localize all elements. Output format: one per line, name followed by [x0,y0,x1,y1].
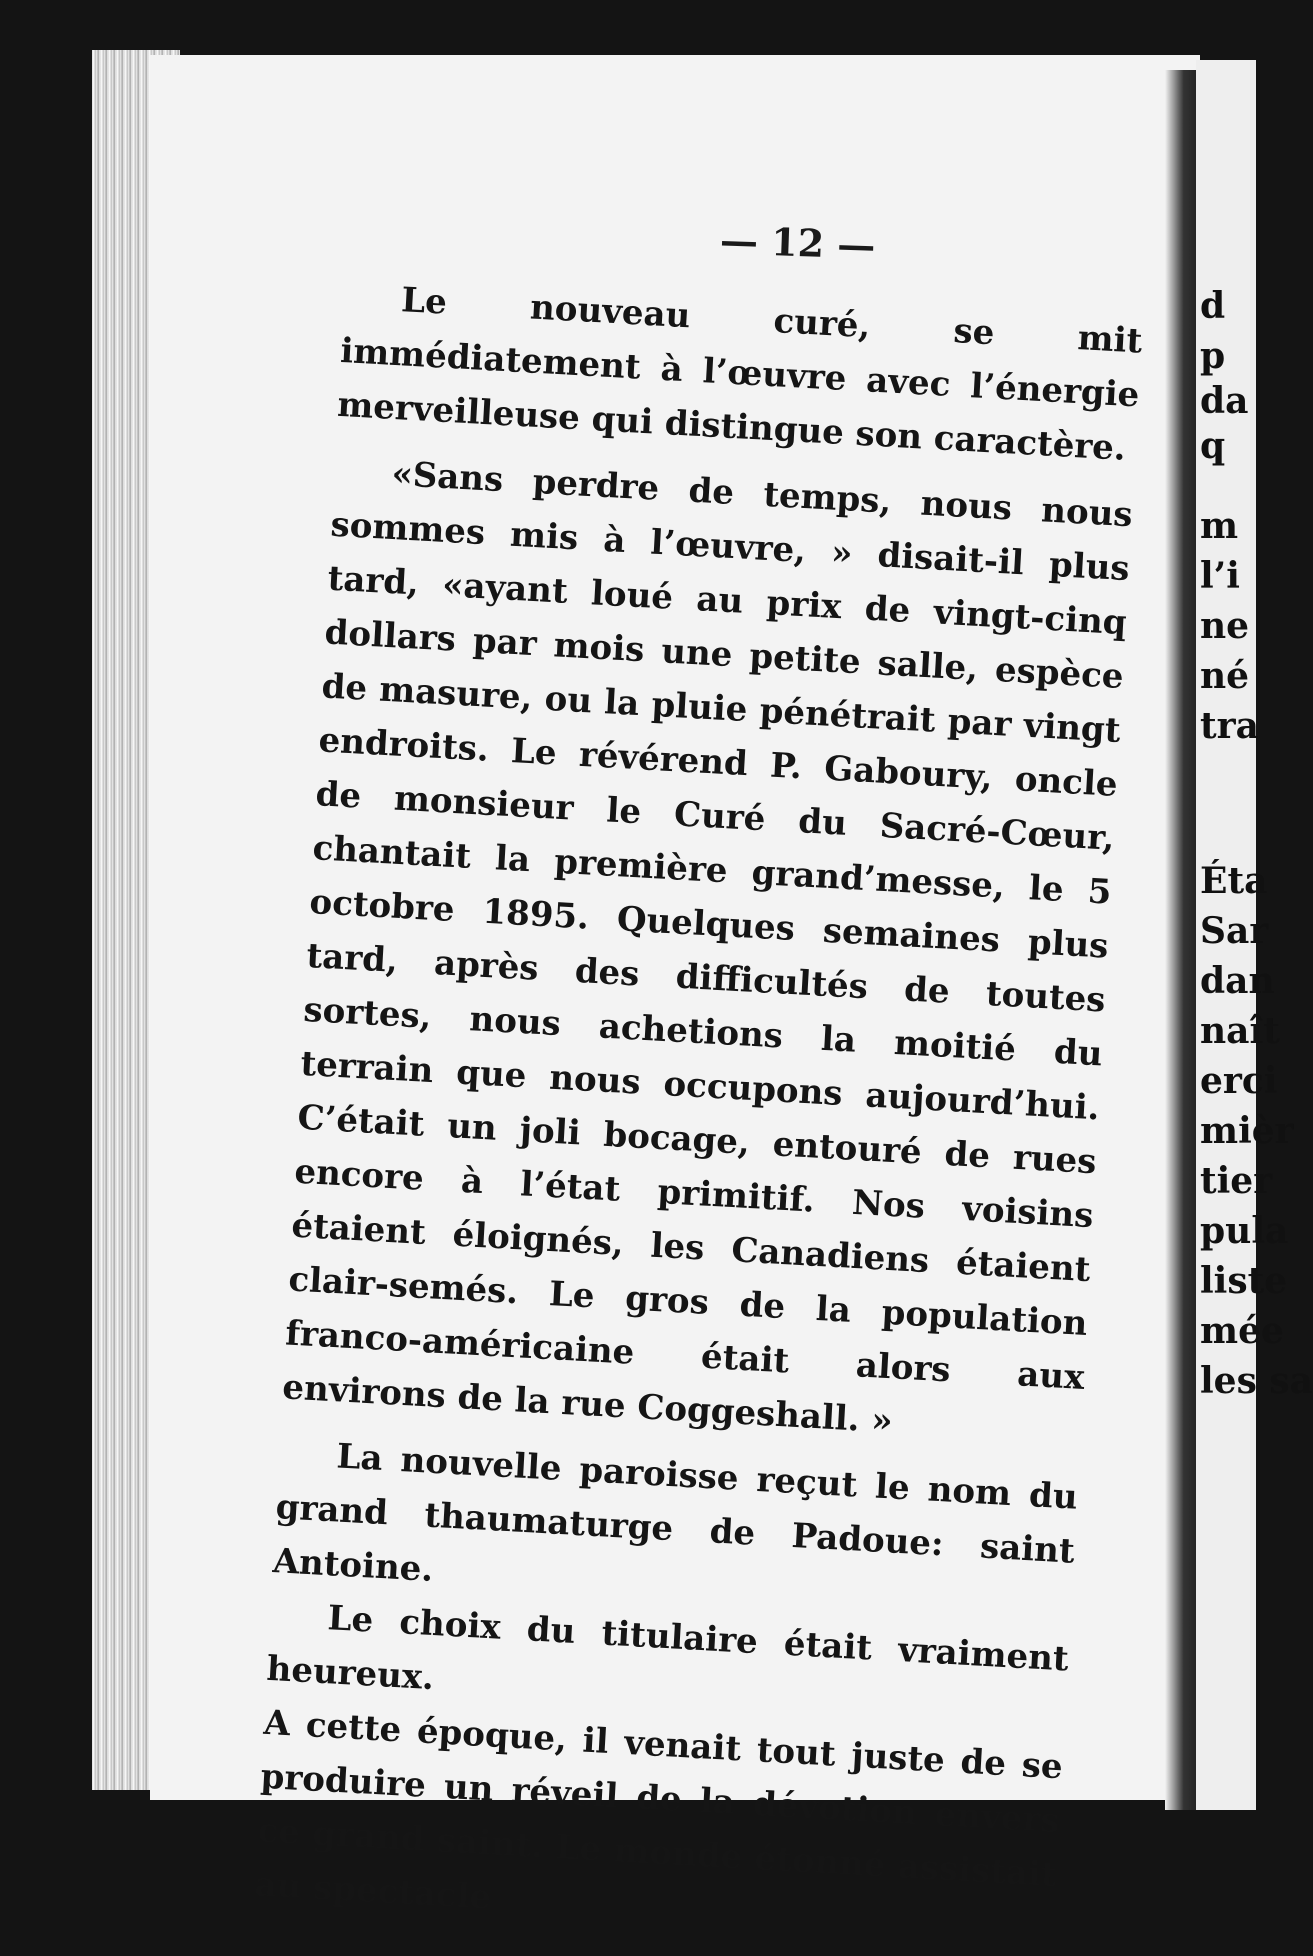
fragment: pula [1200,1210,1289,1252]
page-number: — 12 — [719,217,877,268]
fragment: erci [1200,1060,1278,1102]
fragment: liste [1200,1260,1288,1302]
gutter-shadow [1165,70,1199,1810]
facing-page-fragments [1200,0,1313,1901]
fragment: naît [1200,1010,1280,1052]
paragraph: Le choix du titulaire était vraiment heureux. [265,1598,1070,1699]
fragment: da [1200,380,1249,422]
fragment: Éta [1200,860,1268,902]
fragment: m [1200,505,1239,547]
paragraph: Le nouveau curé, se mit immédiatement à l’œuvre avec l’énergie merveilleuse qui distingue son caractère. [336,280,1144,469]
fragment: l’i [1200,555,1240,597]
paragraph: «Sans perdre de temps, nous nous sommes mis à l’œuvre, » disait-il plus tard, «ayant loué au prix de vingt-cinq dollars par mois une petite salle, espèce de masure, ou la pluie pénétrait par vingt endroits. Le révérend P. Gaboury, oncle de monsieur le Curé du Sacré-Cœur, chantait la première grand’messe, le 5 octobre 1895. Quelques semaines plus tard, après des difficultés de toutes sortes, nous achetions la moitié du terrain que nous occupons aujourd’hui. C’était un joli bocage, entouré de rues encore à l’état primitif. Nos voisins étaient éloignés, les Canadiens étaient clair-semés. Le gros de la population franco-américaine était alors aux environs de la rue Coggeshall. » [281,453,1134,1442]
fragment: dan [1200,960,1275,1002]
fragment: né [1200,655,1250,697]
fragment: tier [1200,1160,1273,1202]
body-text [253,270,1144,1956]
fragment: Sar [1200,910,1269,952]
paragraph: A cette époque, il venait tout juste de se produire un réveil de la dévotion envers ce grand saint. Le monde étonné assistait au spectacle [253,1702,1064,1918]
paragraph: La nouvelle paroisse reçut le nom du grand thaumaturge de Padoue: saint Antoine. [271,1436,1079,1590]
fragment: mièr [1200,1110,1294,1152]
fragment: d [1200,285,1226,327]
fragment: q [1200,425,1226,467]
fragment: tra [1200,705,1259,747]
fragment: les sa [1200,1360,1313,1402]
fragment: p [1200,335,1226,377]
fragment: mée [1200,1310,1284,1352]
fragment: ne [1200,605,1250,647]
